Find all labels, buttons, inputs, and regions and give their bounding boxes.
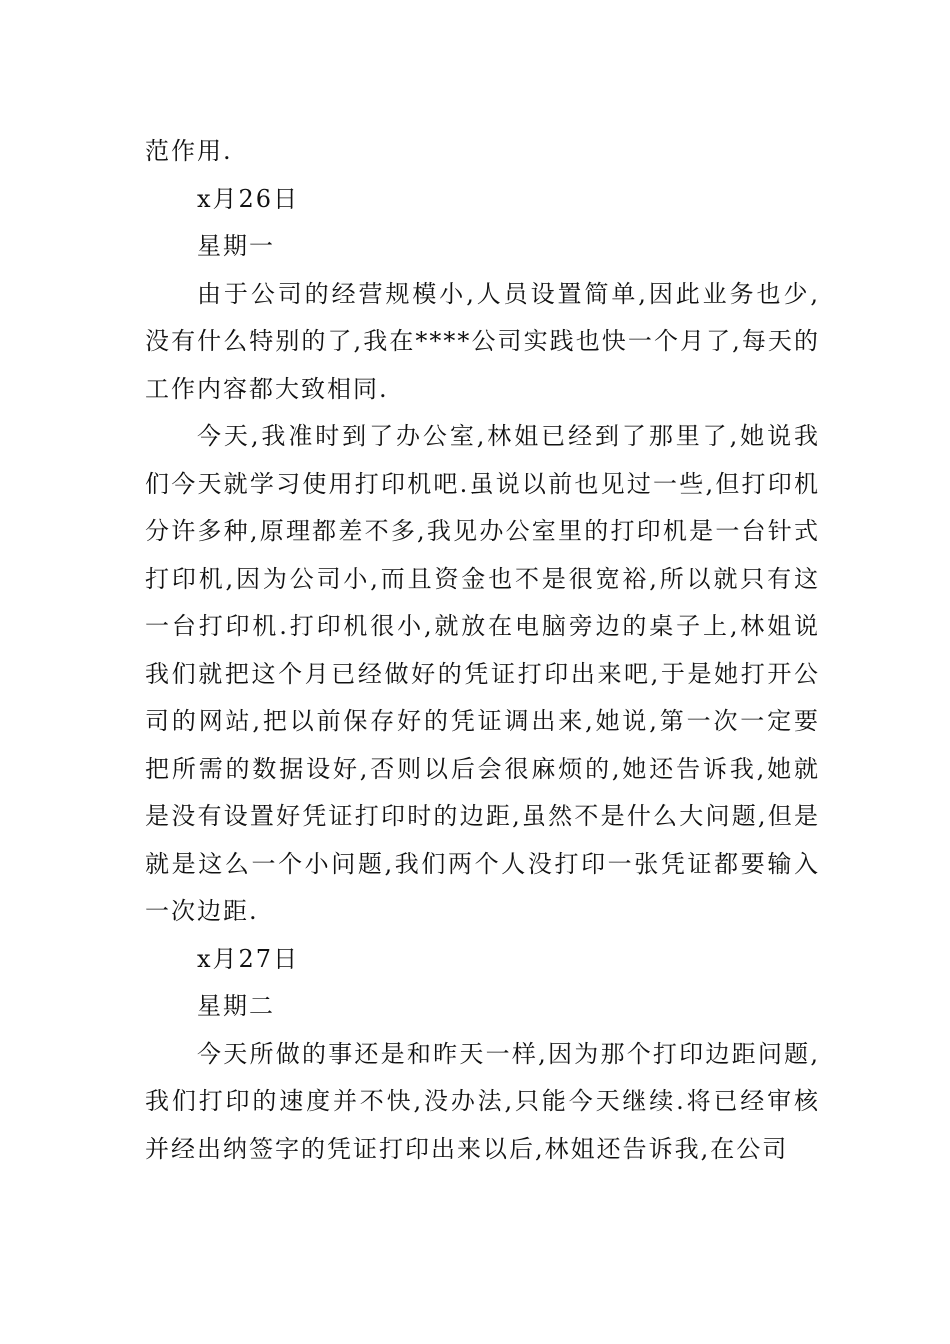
date-heading-26: x月26日: [197, 184, 300, 213]
paragraph-printer: 今天,我准时到了办公室,林姐已经到了那里了,她说我们今天就学习使用打印机吧.虽说以前也见过一些,但打印机分许多种,原理都差不多,我见办公室里的打印机是一台针式打印机,因为公司小,而且资金也不是很宽裕,所以就只有这一台打印机.打印机很小,就放在电脑旁边的桌子上,林姐说我们就把这个月已经做好的凭证打印出来吧,于是她打开公司的网站,把以前保存好的凭证调出来,她说,第一次一定要把所需的数据设好,否则以后会很麻烦的,她还告诉我,她就是没有设置好凭证打印时的边距,虽然不是什么大问题,但是就是这么一个小问题,我们两个人没打印一张凭证都要输入一次边距.: [145, 422, 820, 925]
paragraph-company-scale: 由于公司的经营规模小,人员设置简单,因此业务也少,没有什么特别的了,我在****公司实践也快一个月了,每天的工作内容都大致相同.: [145, 279, 820, 403]
weekday-heading-monday: 星期一: [197, 232, 275, 260]
paragraph-continuation: 范作用.: [145, 137, 233, 165]
weekday-heading-tuesday: 星期二: [197, 992, 275, 1020]
document-body: [145, 128, 820, 1173]
date-heading-27: x月27日: [197, 944, 300, 973]
paragraph-tuesday-work: 今天所做的事还是和昨天一样,因为那个打印边距问题,我们打印的速度并不快,没办法,只能今天继续.将已经审核并经出纳签字的凭证打印出来以后,林姐还告诉我,在公司: [145, 1039, 820, 1163]
